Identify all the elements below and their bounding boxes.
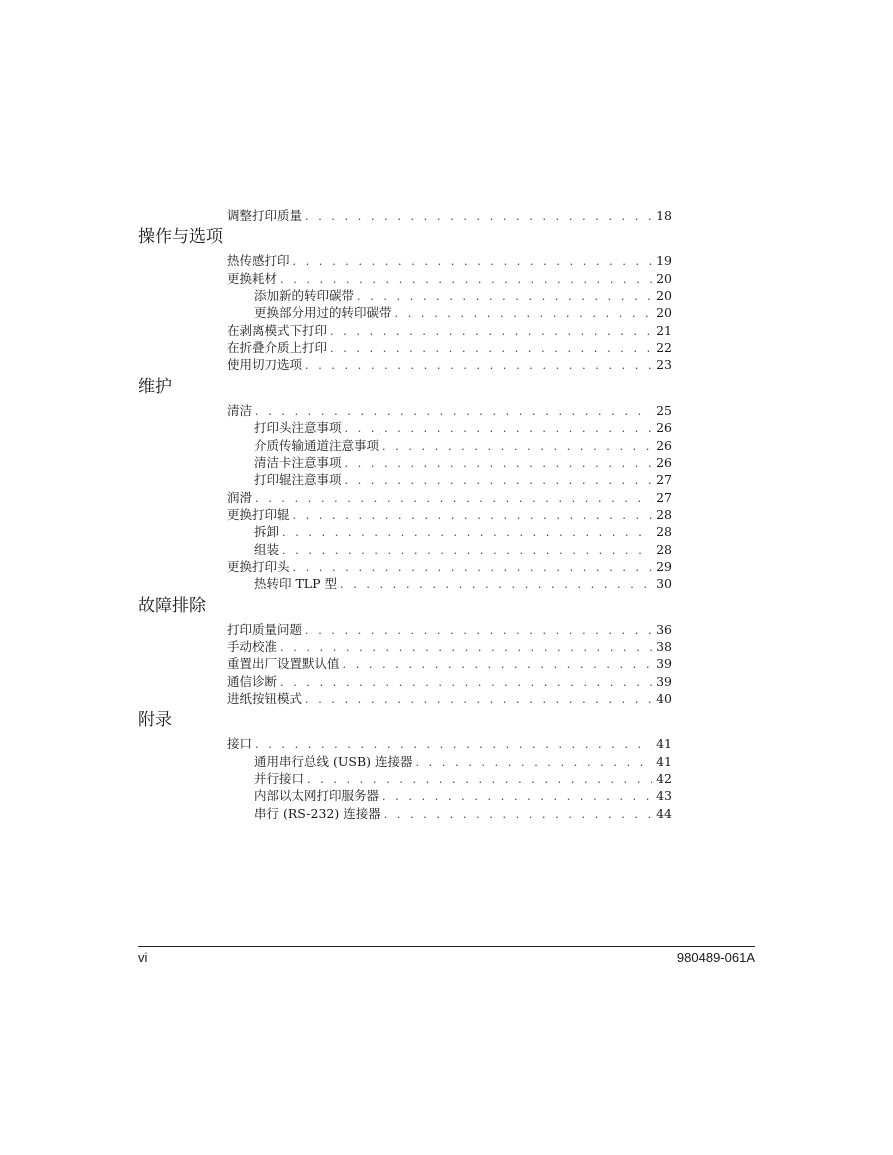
toc-entry-title: 打印头注意事项 <box>254 420 342 436</box>
toc-page-number: 38 <box>656 639 672 654</box>
footer-divider <box>138 946 755 947</box>
toc-entry-title: 打印质量问题 <box>227 621 303 637</box>
toc-entry[interactable] <box>227 339 672 356</box>
toc-page-number: 28 <box>656 524 672 540</box>
toc-dot-leader <box>280 271 652 288</box>
toc-entry[interactable] <box>254 471 672 488</box>
toc-entry-title: 串行 (RS-232) 连接器 <box>254 805 381 821</box>
toc-entry[interactable] <box>227 402 672 419</box>
toc-entry[interactable] <box>254 287 672 304</box>
toc-entry[interactable] <box>227 489 672 506</box>
toc-entry-title: 更换打印辊 <box>227 506 290 522</box>
toc-dot-leader <box>305 622 652 639</box>
toc-dot-leader <box>384 806 652 823</box>
toc-dot-leader <box>293 507 653 524</box>
toc-entry[interactable] <box>254 419 672 436</box>
toc-entry[interactable] <box>254 753 672 770</box>
toc-dot-leader <box>345 420 653 437</box>
toc-dot-leader <box>305 357 652 374</box>
toc-entry[interactable] <box>227 621 672 638</box>
toc-entry[interactable] <box>254 523 672 540</box>
toc-page-number: 42 <box>656 771 672 787</box>
toc-section-heading: 附录 <box>138 710 172 731</box>
toc-dot-leader <box>293 253 653 270</box>
toc-dot-leader <box>395 305 653 322</box>
toc-dot-leader <box>282 524 652 541</box>
toc-entry-title: 并行接口 <box>254 771 305 787</box>
toc-entry-title: 重置出厂设置默认值 <box>227 656 340 672</box>
toc-page-number: 28 <box>656 506 672 522</box>
toc-dot-leader <box>382 788 652 805</box>
toc-entry[interactable] <box>227 673 672 690</box>
toc-entry-title: 清洁卡注意事项 <box>254 454 342 470</box>
toc-entry-title: 介质传输通道注意事项 <box>254 437 380 453</box>
toc-page-number: 20 <box>656 305 672 321</box>
toc-dot-leader <box>382 438 652 455</box>
toc-dot-leader <box>345 455 653 472</box>
toc-entry-title: 内部以太网打印服务器 <box>254 788 380 804</box>
toc-entry[interactable] <box>227 638 672 655</box>
toc-entry-title: 清洁 <box>227 402 253 418</box>
toc-dot-leader <box>255 403 652 420</box>
toc-page-number: 20 <box>656 288 672 304</box>
toc-section-heading: 故障排除 <box>138 595 206 616</box>
toc-page-number: 27 <box>656 472 672 488</box>
toc-section-heading: 维护 <box>138 376 172 397</box>
toc-entry[interactable] <box>227 690 672 707</box>
toc-entry-title: 手动校准 <box>227 639 278 654</box>
toc-page-number: 43 <box>656 788 672 804</box>
footer-document-number: 980489-061A <box>676 950 755 965</box>
toc-dot-leader <box>415 754 652 771</box>
toc-entry[interactable] <box>254 575 672 592</box>
toc-page-number: 22 <box>656 340 672 356</box>
toc-page-number: 20 <box>656 270 672 286</box>
toc-page-number: 41 <box>656 753 672 769</box>
toc-page-number: 26 <box>656 420 672 436</box>
toc-entry[interactable] <box>227 207 672 224</box>
toc-dot-leader <box>280 674 652 691</box>
toc-dot-leader <box>255 736 652 753</box>
toc-entry[interactable] <box>227 735 672 752</box>
toc-page-number: 21 <box>656 322 672 338</box>
toc-entry-title: 更换打印头 <box>227 558 290 574</box>
toc-entry-title: 使用切刀选项 <box>227 357 303 373</box>
toc-page-number: 26 <box>656 454 672 470</box>
toc-page-number: 27 <box>656 489 672 505</box>
toc-entry-title: 通用串行总线 (USB) 连接器 <box>254 753 413 769</box>
toc-page-number: 39 <box>656 673 672 689</box>
toc-entry[interactable] <box>254 454 672 471</box>
toc-entry-title: 润滑 <box>227 489 253 505</box>
toc-entry-title: 更换耗材 <box>227 270 278 286</box>
toc-page-number: 18 <box>656 208 672 223</box>
toc-entry[interactable] <box>227 356 672 373</box>
toc-page-number: 25 <box>656 402 672 418</box>
toc-entry[interactable] <box>227 322 672 339</box>
toc-section-heading: 操作与选项 <box>138 227 223 248</box>
toc-dot-leader <box>293 559 653 576</box>
toc-entry-title: 在折叠介质上打印 <box>227 340 328 356</box>
toc-entry-title: 热转印 TLP 型 <box>254 576 337 592</box>
toc-dot-leader <box>255 490 652 507</box>
toc-dot-leader <box>282 542 652 559</box>
toc-entry[interactable] <box>254 437 672 454</box>
toc-page-number: 36 <box>656 621 672 637</box>
toc-entry[interactable] <box>227 270 672 287</box>
toc-entry[interactable] <box>227 252 672 269</box>
toc-dot-leader <box>280 639 652 656</box>
toc-page-number: 44 <box>656 805 672 821</box>
toc-page-number: 23 <box>656 357 672 373</box>
toc-entry[interactable] <box>227 558 672 575</box>
toc-page-number: 26 <box>656 437 672 453</box>
toc-entry-title: 通信诊断 <box>227 673 278 689</box>
toc-entry-title: 组装 <box>254 541 280 557</box>
toc-entry[interactable] <box>254 541 672 558</box>
toc-page-number: 28 <box>656 541 672 557</box>
toc-dot-leader <box>305 208 652 225</box>
toc-dot-leader <box>343 656 653 673</box>
toc-dot-leader <box>345 472 653 489</box>
toc-entry-title: 更换部分用过的转印碳带 <box>254 305 392 321</box>
toc-entry[interactable] <box>227 655 672 672</box>
toc-dot-leader <box>307 771 652 788</box>
toc-entry-title: 打印辊注意事项 <box>254 472 342 488</box>
toc-entry-title: 添加新的转印碳带 <box>254 288 355 304</box>
toc-entry[interactable] <box>254 304 672 321</box>
toc-page-number: 41 <box>656 736 672 752</box>
toc-dot-leader <box>340 576 652 593</box>
toc-entry-title: 在剥离模式下打印 <box>227 322 328 338</box>
toc-entry-title: 拆卸 <box>254 524 280 540</box>
toc-entry[interactable] <box>254 770 672 787</box>
footer-page-number: vi <box>138 950 148 965</box>
toc-dot-leader <box>305 691 652 708</box>
toc-entry-title: 热传感打印 <box>227 253 290 269</box>
toc-page-number: 40 <box>656 691 672 707</box>
toc-dot-leader <box>330 340 652 357</box>
toc-page-number: 39 <box>656 656 672 672</box>
toc-dot-leader <box>357 288 652 305</box>
toc-dot-leader <box>330 323 652 340</box>
toc-entry-title: 调整打印质量 <box>227 208 303 223</box>
toc-entry[interactable] <box>254 787 672 804</box>
toc-entry-title: 进纸按钮模式 <box>227 691 303 707</box>
toc-entry[interactable] <box>254 805 672 822</box>
toc-page-number: 19 <box>656 253 672 269</box>
toc-entry[interactable] <box>227 506 672 523</box>
toc-entry-title: 接口 <box>227 736 253 752</box>
toc-page-number: 30 <box>656 576 672 592</box>
toc-page-number: 29 <box>656 558 672 574</box>
